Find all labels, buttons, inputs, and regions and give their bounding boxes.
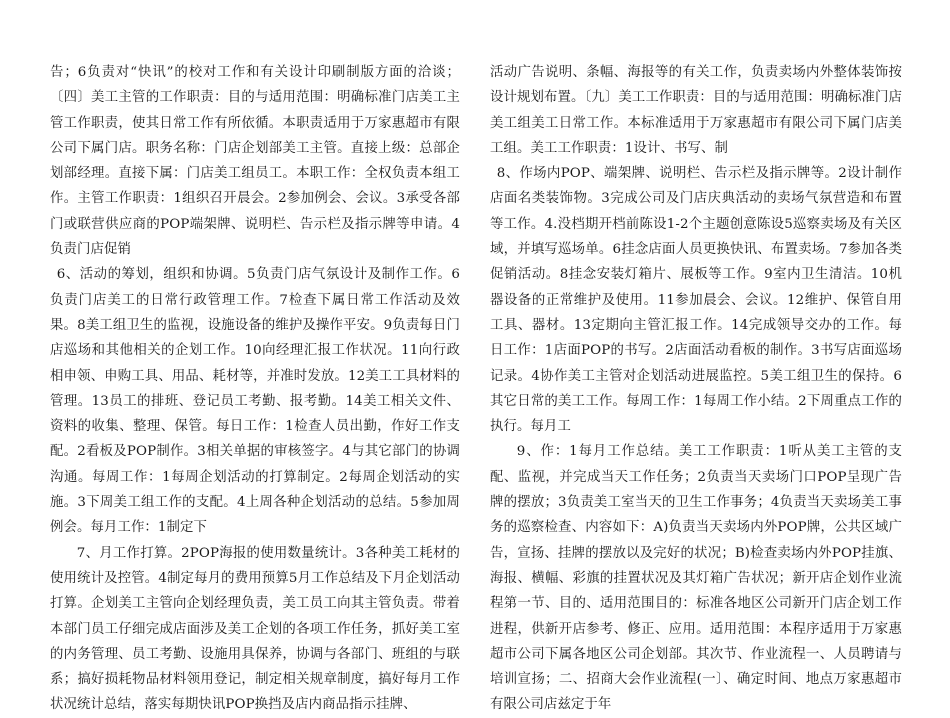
paragraph: 7、月工作打算。2POP海报的使用数量统计。3各种美工耗材的使用统计及控管。4制定每月的费用预算5月工作总结及下月企划活动打算。企划美工主管向企划经理负责，美工员工向其主管负责。带着本部门员工仔细完成店面涉及美工企划的各项工作任务，抓好美工室的内务管理、员工考勤、设施用具保养，协调与各部门、班组的与联系；搞好损耗物品材料领用登记，制定相关规章制度，搞好每月工作状况统计总结，落实每期快讯POP换挡及店内商品指示挂牌、: [50, 545, 460, 713]
paragraph: 6、活动的筹划，组织和协调。5负责门店气氛设计及制作工作。6负责门店美工的日常行政管理工作。7检查下属日常工作活动及效果。8美工组卫生的监视，设施设备的维护及操作平安。9负责每日门店巡场和其他相关的企划工作。10向经理汇报工作状况。11向行政相申领、申购工具、用品、耗材等，并准时发放。12美工工具材料的管理。13员工的排班、登记员工考勤、报考勤。14美工相关文件、资料的收集、整理、保管。每日工作：1检查人员出勤，作好工作支配。2看板及POP制作。3相关单据的审核签字。4与其它部门的协调沟通。每周工作：1每周企划活动的打算制定。2每周企划活动的实施。3下周美工组工作的支配。4上周各种企划活动的总结。5参加周例会。每月工作：1制定下: [50, 267, 460, 536]
paragraph: 8、作场内POP、端架牌、说明栏、告示栏及指示牌等。2设计制作店面名类装饰物。3完成公司及门店庆典活动的卖场气氛营造和布置等工作。4.没档期开档前陈设1-2个主题创意陈设5巡察卖场及有关区域，并填写巡场单。6挂念店面人员更换快讯、布置卖场。7参加各类促销活动。8挂念安装灯箱片、展板等工作。9室内卫生清洁。10机器设备的正常维护及使用。11参加晨会、会议。12维护、保管自用工具、器材。13定期向主管汇报工作。14完成领导交办的工作。每日工作：1店面POP的书写。2店面活动看板的制作。3书写店面巡场记录。4协作美工主管对企划活动进展监控。5美工组卫生的保持。6其它日常的美工工作。每周工作：1每周工作小结。2下周重点工作的执行。每月工: [490, 166, 902, 435]
paragraph: 活动广告说明、条幅、海报等的有关工作，负责卖场内外整体装饰按设计规划布置。〔九〕美工工作职责：目的与适用范围：明确标准门店美工组美工日常工作。本标准适用于万家惠超市有限公司下属门店美工组。美工工作职责：1设计、书写、制: [490, 65, 902, 156]
left-text-column: [50, 60, 460, 713]
paragraph: 告；6负责对“快讯”的校对工作和有关设计印刷制版方面的洽谈；〔四〕美工主管的工作职责：目的与适用范围：明确标准门店美工主管工作职责，使其日常工作有所依循。本职责适用于万家惠超市有限公司下属门店。职务名称：门店企划部美工主管。直接上级：总部企划部经理。直接下属：门店美工组员工。本职工作：全权负责本组工作。主管工作职责：1组织召开晨会。2参加例会、会议。3承受各部门或联营供应商的POP端架牌、说明栏、告示栏及指示牌等申请。4负责门店促销: [50, 65, 460, 258]
paragraph: 9、作：1每月工作总结。美工工作职责：1听从美工主管的支配、监视，并完成当天工作任务；2负责当天卖场门口POP呈现广告牌的摆放；3负责美工室当天的卫生工作事务；4负责当天卖场美工事务的巡察检查、内容如下：A)负责当天卖场内外POP牌，公共区域广告，宣扬、挂牌的摆放以及完好的状况；B)检查卖场内外POP挂旗、海报、横幅、彩旗的挂置状况及其灯箱广告状况；新开店企划作业流程第一节、目的、适用范围目的：标准各地区公司新开门店企划工作进程，供新开店参考、修正、应用。适用范围：本程序适用于万家惠超市公司下属各地区公司企划部。其次节、作业流程一、人员聘请与培训宣扬；二、招商大会作业流程(一〕、确定时间、地点万家惠超市有限公司店兹定于年: [490, 444, 902, 713]
right-text-column: [490, 60, 902, 713]
